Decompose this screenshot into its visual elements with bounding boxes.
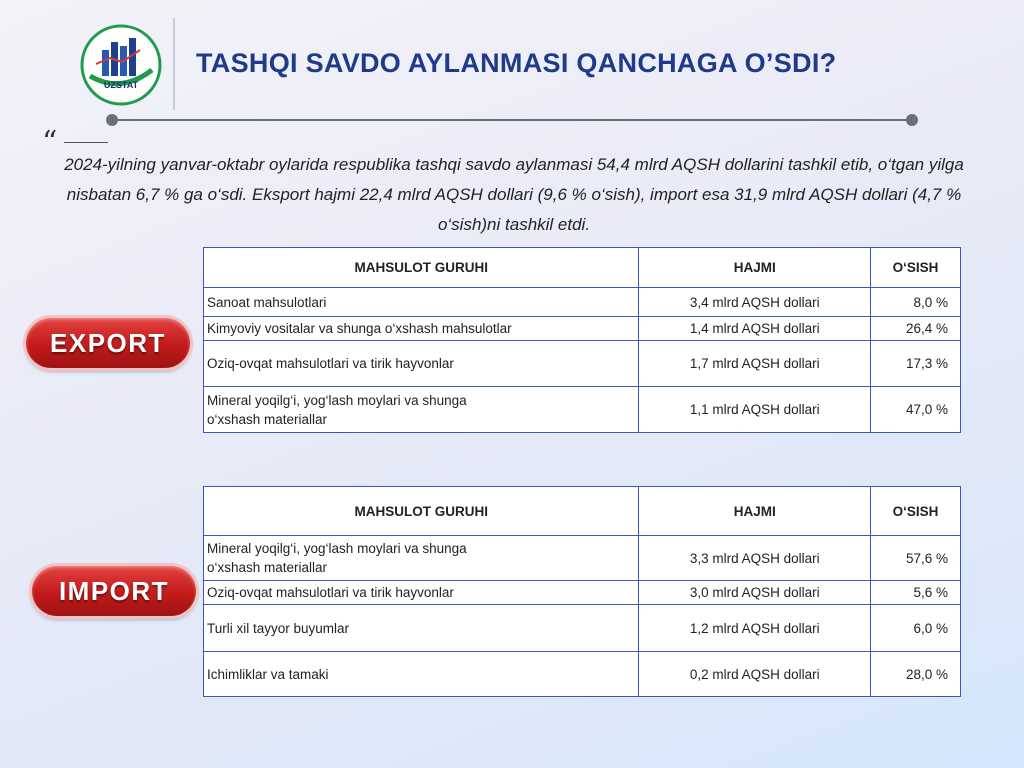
table-row: [204, 581, 961, 605]
logo-text: UZSTAT: [103, 80, 139, 90]
table-row: [204, 288, 961, 317]
growth-cell: 17,3 %: [871, 341, 961, 387]
volume-cell: 3,4 mlrd AQSH dollari: [639, 288, 871, 317]
import-table: [203, 486, 961, 697]
summary-quote: 2024-yilning yanvar-oktabr oylarida respublika tashqi savdo aylanmasi 54,4 mlrd AQSH dollarini tashkil etib, o‘tgan yilga nisbatan 6,7 % ga o‘sdi. Eksport hajmi 22,4 mlrd AQSH dollari (9,6 % o‘sish), import esa 31,9 mlrd AQSH dollari (4,7 % o‘sish)ni tashkil etdi.: [64, 155, 964, 234]
product-group-cell: Oziq-ovqat mahsulotlari va tirik hayvonlar: [204, 341, 639, 387]
volume-cell: 0,2 mlrd AQSH dollari: [639, 652, 871, 697]
import-badge: IMPORT: [32, 566, 196, 616]
product-group-cell: Mineral yoqilg‘i, yog‘lash moylari va shunga o‘xshash materiallar: [204, 387, 639, 433]
table-row: [204, 317, 961, 341]
export-badge: EXPORT: [26, 318, 190, 368]
table-row: [204, 341, 961, 387]
table-row: [204, 605, 961, 652]
growth-cell: 8,0 %: [871, 288, 961, 317]
volume-cell: 1,7 mlrd AQSH dollari: [639, 341, 871, 387]
growth-cell: 57,6 %: [871, 536, 961, 581]
table-row: [204, 536, 961, 581]
product-group-cell: Sanoat mahsulotlari: [204, 288, 639, 317]
table-header-row: [204, 248, 961, 288]
volume-cell: 1,1 mlrd AQSH dollari: [639, 387, 871, 433]
table-row: [204, 652, 961, 697]
table-row: [204, 387, 961, 433]
growth-cell: 5,6 %: [871, 581, 961, 605]
product-group-cell: Kimyoviy vositalar va shunga o‘xshash mahsulotlar: [204, 317, 639, 341]
page-title: TASHQI SAVDO AYLANMASI QANCHAGA O’SDI?: [196, 48, 837, 78]
col-header-volume: HAJMI: [639, 487, 871, 536]
title-rule: [112, 119, 912, 121]
growth-cell: 28,0 %: [871, 652, 961, 697]
header-divider: [173, 18, 175, 110]
col-header-growth: O‘SISH: [871, 248, 961, 288]
product-group-cell: Mineral yoqilg‘i, yog‘lash moylari va shunga o‘xshash materiallar: [204, 536, 639, 581]
quote-underline: [64, 142, 108, 143]
col-header-volume: HAJMI: [639, 248, 871, 288]
product-group-cell: Oziq-ovqat mahsulotlari va tirik hayvonlar: [204, 581, 639, 605]
uzstat-logo: [80, 24, 162, 106]
col-header-product-group: MAHSULOT GURUHI: [204, 248, 639, 288]
col-header-product-group: MAHSULOT GURUHI: [204, 487, 639, 536]
quote-icon: “: [42, 125, 58, 160]
growth-cell: 47,0 %: [871, 387, 961, 433]
table-header-row: [204, 487, 961, 536]
rule-end-dot-left: [106, 114, 118, 126]
product-group-cell: Turli xil tayyor buyumlar: [204, 605, 639, 652]
growth-cell: 26,4 %: [871, 317, 961, 341]
product-group-cell: Ichimliklar va tamaki: [204, 652, 639, 697]
volume-cell: 3,0 mlrd AQSH dollari: [639, 581, 871, 605]
rule-end-dot-right: [906, 114, 918, 126]
volume-cell: 3,3 mlrd AQSH dollari: [639, 536, 871, 581]
col-header-growth: O‘SISH: [871, 487, 961, 536]
export-table: [203, 247, 961, 433]
logo-emblem: [80, 24, 162, 106]
volume-cell: 1,4 mlrd AQSH dollari: [639, 317, 871, 341]
volume-cell: 1,2 mlrd AQSH dollari: [639, 605, 871, 652]
growth-cell: 6,0 %: [871, 605, 961, 652]
